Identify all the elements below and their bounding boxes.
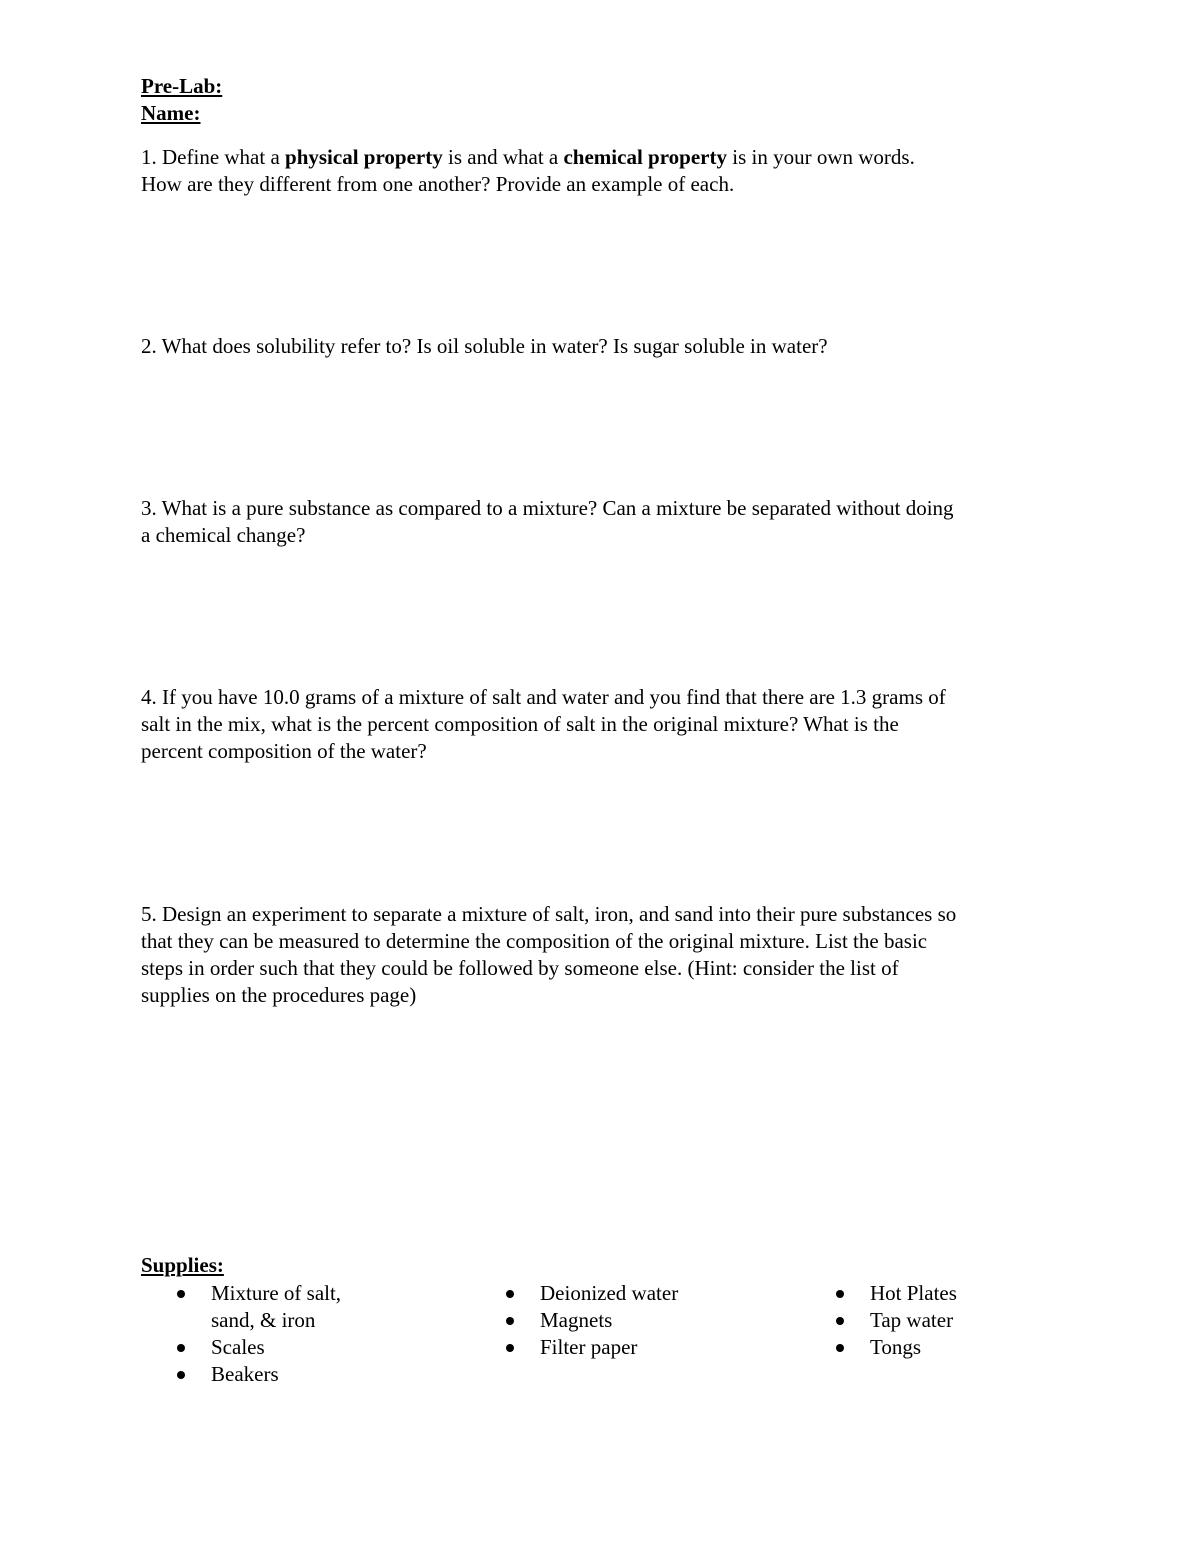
supply-hot-plates: Hot Plates <box>870 1281 957 1305</box>
question-5-line-3: steps in order such that they could be followed by someone else. (Hint: consider the list of <box>141 956 899 980</box>
list-item <box>470 1280 790 1307</box>
bullet-icon <box>177 1344 185 1352</box>
bullet-icon <box>836 1317 844 1325</box>
name-label: Name: <box>141 101 201 125</box>
question-5 <box>141 901 1071 1009</box>
list-item <box>141 1334 461 1361</box>
question-4-line-1: 4. If you have 10.0 grams of a mixture of salt and water and you find that there are 1.3 grams of <box>141 685 946 709</box>
supply-deionized-water: Deionized water <box>540 1281 679 1305</box>
supply-filter-paper: Filter paper <box>540 1335 638 1359</box>
bullet-icon <box>506 1344 514 1352</box>
question-1-text-a: 1. Define what a <box>141 145 286 169</box>
list-item <box>470 1334 790 1361</box>
list-item <box>800 1280 1100 1307</box>
supply-tap-water: Tap water <box>870 1308 954 1332</box>
question-1-line-2: How are they different from one another? Provide an example of each. <box>141 172 735 196</box>
supply-mixture-line-1: Mixture of salt, <box>211 1281 342 1305</box>
physical-property-term: physical property <box>285 145 443 169</box>
supply-tongs: Tongs <box>870 1335 922 1359</box>
supply-scales: Scales <box>211 1335 265 1359</box>
supply-beakers: Beakers <box>211 1362 279 1386</box>
bullet-icon <box>177 1371 185 1379</box>
list-item <box>800 1334 1100 1361</box>
question-1-text-c: is in your own words. <box>726 145 915 169</box>
question-4-line-2: salt in the mix, what is the percent composition of salt in the original mixture? What is the <box>141 712 899 736</box>
supplies-list-column-3 <box>800 1280 1100 1361</box>
chemical-property-term: chemical property <box>563 145 727 169</box>
list-item <box>141 1361 461 1388</box>
list-item <box>800 1307 1100 1334</box>
question-1 <box>141 144 1071 198</box>
supply-magnets: Magnets <box>540 1308 613 1332</box>
supplies-list-column-2 <box>470 1280 790 1361</box>
question-4-line-3: percent composition of the water? <box>141 739 427 763</box>
question-1-line-1 <box>141 144 1071 171</box>
bullet-icon <box>506 1317 514 1325</box>
supply-mixture-line-2: sand, & iron <box>211 1308 316 1332</box>
question-3 <box>141 495 1071 549</box>
question-1-text-b: is and what a <box>442 145 564 169</box>
question-2 <box>141 333 1071 360</box>
supplies-list-column-1 <box>141 1280 461 1388</box>
question-3-line-1: 3. What is a pure substance as compared to a mixture? Can a mixture be separated without doing <box>141 496 954 520</box>
supplies-heading: Supplies: <box>141 1253 224 1277</box>
question-5-line-1: 5. Design an experiment to separate a mixture of salt, iron, and sand into their pure substances so <box>141 902 957 926</box>
question-2-line-1: 2. What does solubility refer to? Is oil soluble in water? Is sugar soluble in water? <box>141 334 828 358</box>
bullet-icon <box>836 1344 844 1352</box>
bullet-icon <box>506 1290 514 1298</box>
prelab-heading: Pre-Lab: <box>141 74 223 98</box>
bullet-icon <box>836 1290 844 1298</box>
bullet-icon <box>177 1290 185 1298</box>
list-item <box>470 1307 790 1334</box>
question-4 <box>141 684 1071 765</box>
question-5-line-2: that they can be measured to determine the composition of the original mixture. List the basic <box>141 929 928 953</box>
list-item <box>141 1280 461 1334</box>
question-5-line-4: supplies on the procedures page) <box>141 983 417 1007</box>
question-3-line-2: a chemical change? <box>141 523 306 547</box>
